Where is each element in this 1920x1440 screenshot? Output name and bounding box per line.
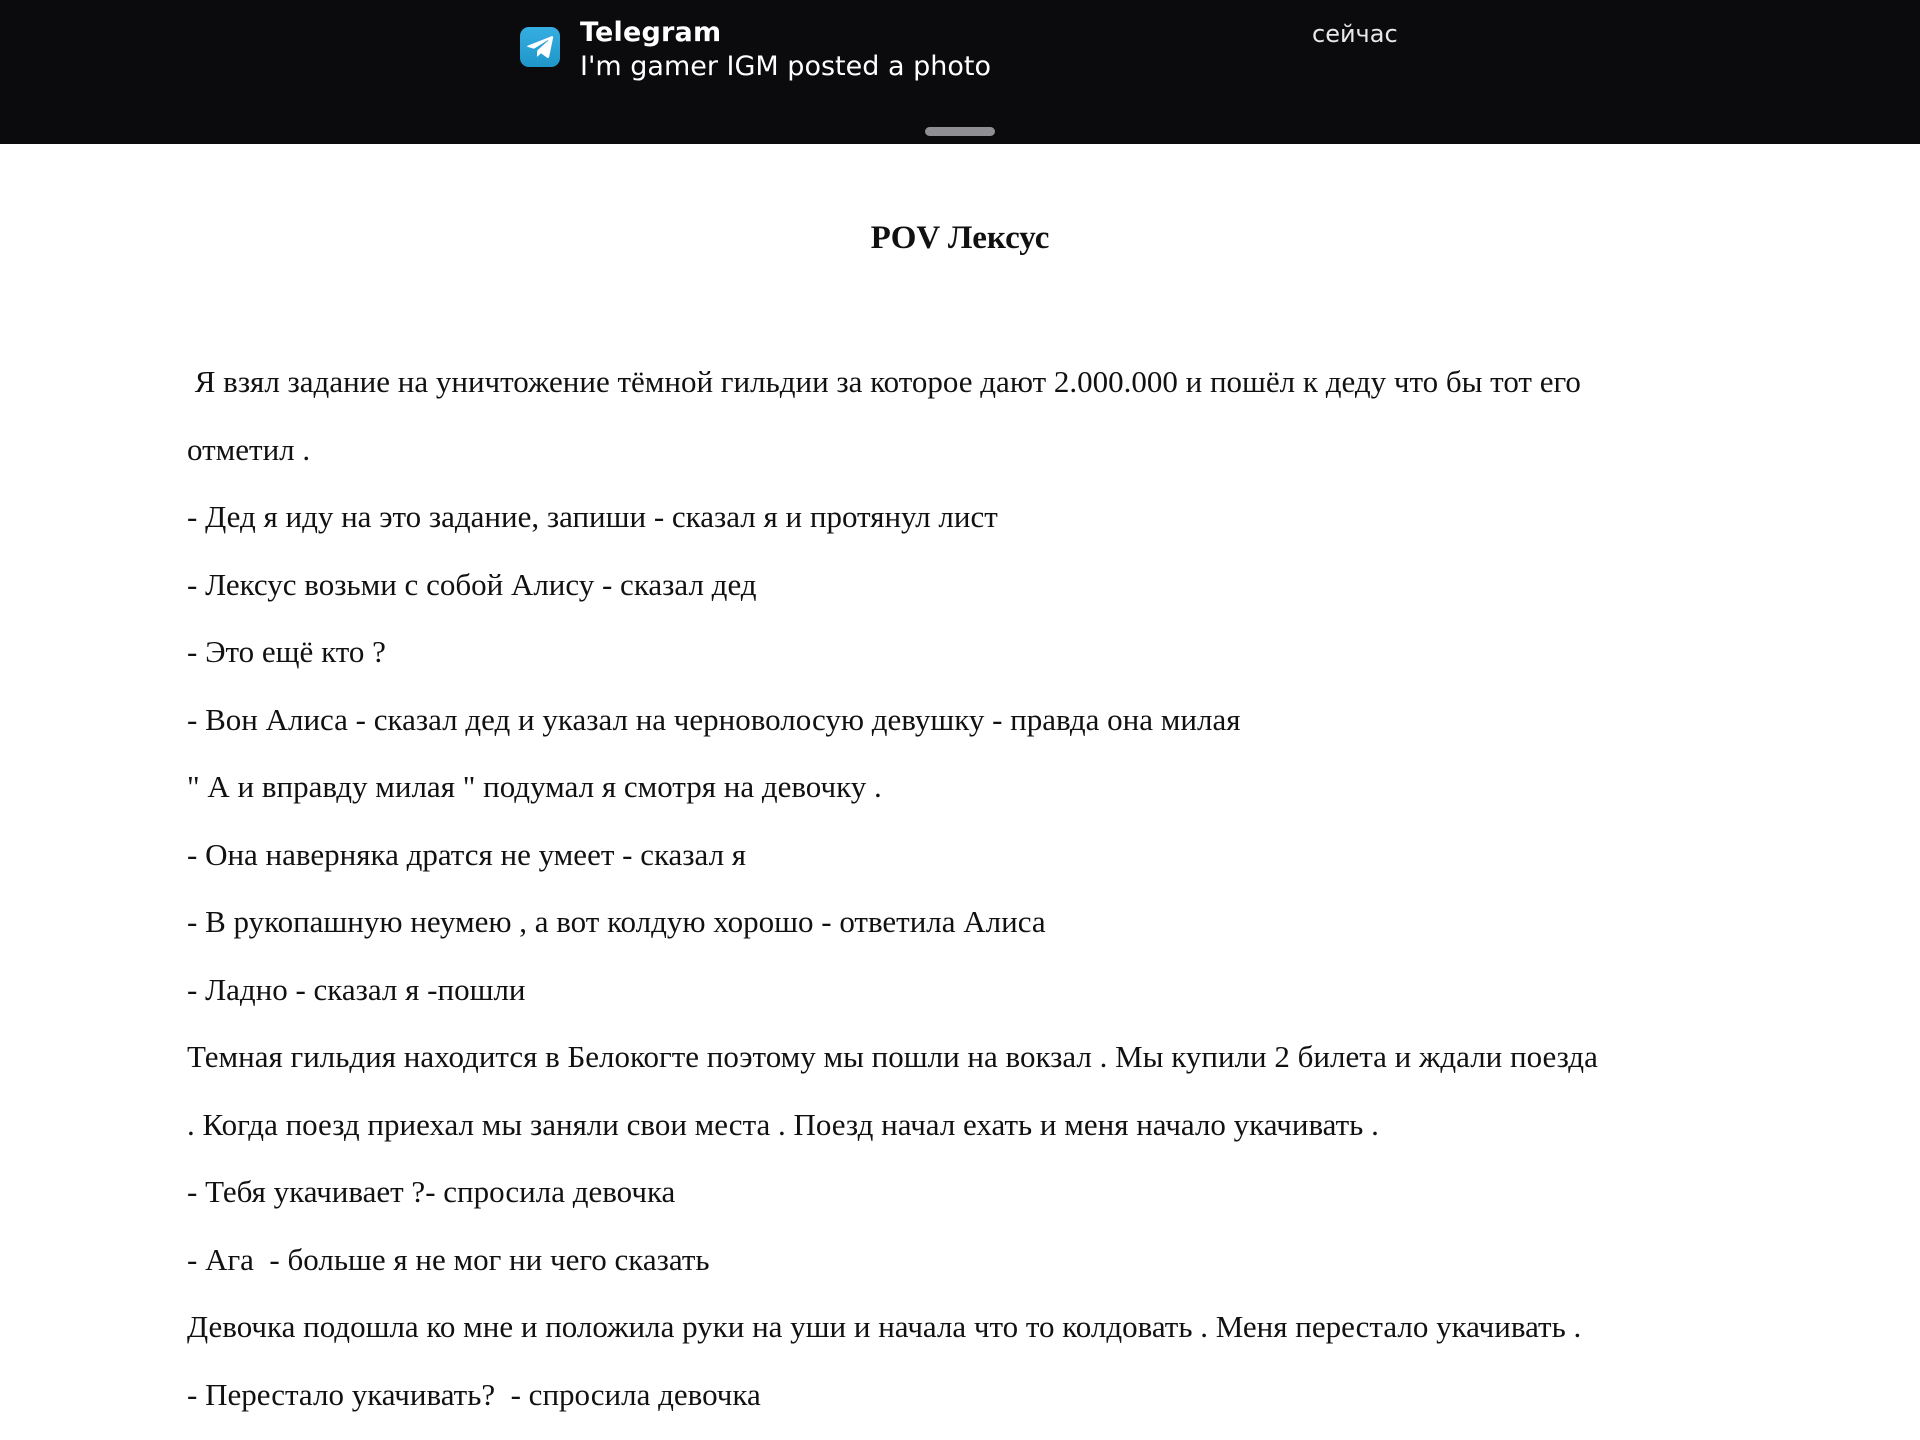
document-line: Я взял задание на уничтожение тёмной гильдии за которое дают 2.000.000 и пошёл к деду что бы тот его (187, 364, 1581, 399)
document-line: - Лексус возьми с собой Алису - сказал дед (187, 566, 757, 602)
document-title: POV Лексус (870, 220, 1050, 256)
document-line: - Перестало укачивать? - спросила девочка (187, 1376, 761, 1412)
document-line: - Дед я иду на это задание, запиши - сказал я и протянул лист (187, 499, 998, 534)
document-line: отметил . (187, 431, 311, 467)
document-line: Темная гильдия находится в Белокогте поэтому мы пошли на вокзал . Мы купили 2 билета и ждали поезда (187, 1039, 1598, 1074)
notification-banner[interactable] (0, 0, 1920, 144)
document-body (187, 348, 1747, 1428)
document-line: . Когда поезд приехал мы заняли свои места . Поезд начал ехать и меня начало укачивать . (187, 1106, 1379, 1142)
paper-plane-icon (526, 34, 554, 60)
document-line: Девочка подошла ко мне и положила руки на уши и начала что то колдовать . Меня перестало укачивать . (187, 1309, 1582, 1344)
notification-app-name: Telegram (580, 17, 722, 48)
notification-message: I'm gamer IGM posted a photo (580, 51, 991, 82)
document-line: - Ага - больше я не мог ни чего сказать (187, 1241, 710, 1277)
document-line: - В рукопашную неумею , а вот колдую хорошо - ответила Алиса (187, 904, 1046, 939)
document-page (0, 144, 1920, 1440)
telegram-icon (520, 27, 560, 67)
document-line: - Она наверняка дратся не умеет - сказал я (187, 836, 747, 872)
document-line: - Тебя укачивает ?- спросила девочка (187, 1174, 676, 1209)
document-line: " А и вправду милая " подумал я смотря на девочку . (187, 769, 882, 804)
document-line: - Это ещё кто ? (187, 634, 386, 669)
document-line: - Ладно - сказал я -пошли (187, 971, 526, 1007)
document-line: - Вон Алиса - сказал дед и указал на черноволосую девушку - правда она милая (187, 701, 1241, 737)
notification-time: сейчас (1312, 20, 1398, 48)
notification-grabber-handle[interactable] (925, 127, 995, 136)
